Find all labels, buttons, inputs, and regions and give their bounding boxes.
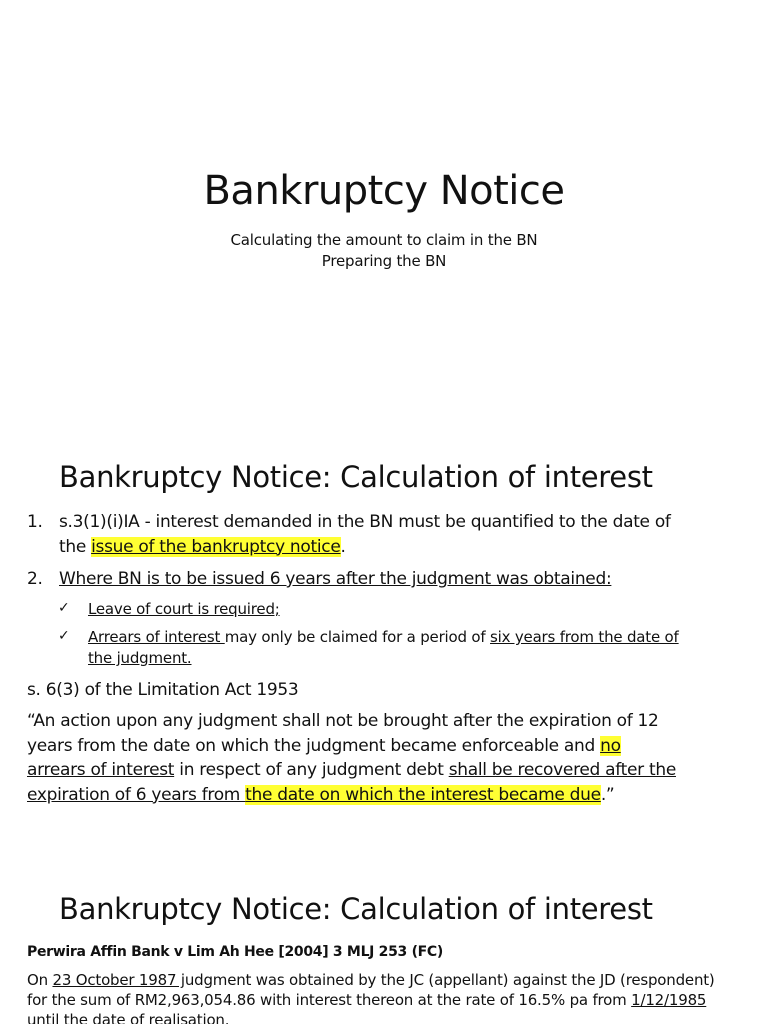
slide-subtitle-line2: Preparing the BN	[321, 252, 447, 270]
highlighted-phrase: issue of the bankruptcy notice	[91, 536, 341, 557]
item1-text-c: .	[340, 536, 346, 557]
case-line2a: for the sum of RM2,963,054.86 with interest thereon at the rate of 16.5% pa from	[27, 991, 632, 1009]
quote-highlight-no: no	[600, 735, 621, 756]
checkmark-icon: ✓	[58, 628, 70, 644]
list-item-text	[59, 510, 749, 559]
item1-text-a: s.3(1)(i)IA - interest demanded in the BN must be quantified to the date of	[59, 512, 671, 532]
slide-subtitle-line1: Calculating the amount to claim in the BN	[230, 231, 538, 249]
quote-line1: “An action upon any judgment shall not be brought after the expiration of 12	[27, 711, 659, 731]
list-number: 2.	[27, 569, 43, 589]
sub-item-leave-of-court: Leave of court is required;	[88, 600, 280, 618]
case-citation: Perwira Affin Bank v Lim Ah Hee [2004] 3 MLJ 253 (FC)	[27, 944, 444, 960]
statute-reference: s. 6(3) of the Limitation Act 1953	[27, 680, 299, 700]
judgment-phrase: the judgment.	[88, 649, 192, 667]
sub-item-arrears	[88, 627, 718, 669]
case-line1a: On	[27, 971, 53, 989]
quote-arrears: arrears of interest	[27, 760, 175, 780]
quote-expiration: expiration of 6 years from	[27, 784, 246, 805]
case-summary	[27, 970, 743, 1024]
quote-highlight-due: the date on which the interest became due	[245, 784, 601, 805]
checkmark-icon: ✓	[58, 600, 70, 616]
interest-calculation-slide	[0, 432, 768, 864]
quote-line2a: years from the date on which the judgment became enforceable and	[27, 735, 601, 756]
slide-title: Bankruptcy Notice	[203, 168, 565, 214]
case-law-slide	[0, 864, 768, 1024]
six-years-phrase: six years from the date of	[490, 628, 679, 646]
quote-end: .”	[600, 784, 615, 805]
arrears-text: may only be claimed for a period of	[224, 628, 491, 646]
slide-title: Bankruptcy Notice: Calculation of interest	[59, 892, 653, 926]
arrears-phrase: Arrears of interest	[88, 628, 225, 646]
list-number: 1.	[27, 512, 43, 532]
case-line3: until the date of realisation.	[27, 1011, 230, 1024]
list-item-text: Where BN is to be issued 6 years after the judgment was obtained:	[59, 569, 612, 589]
item1-text-b: the	[59, 536, 92, 557]
interest-start-date: 1/12/1985	[631, 991, 707, 1009]
judgment-date: 23 October 1987 j	[52, 971, 185, 989]
quote-recovered: shall be recovered after the	[448, 760, 676, 780]
case-line1c: udgment was obtained by the JC (appellant) against the JD (respondent)	[184, 971, 715, 989]
quote-line3b: in respect of any judgment debt	[174, 760, 449, 780]
statute-quote	[27, 709, 743, 807]
title-slide	[0, 0, 768, 432]
slide-title: Bankruptcy Notice: Calculation of interest	[59, 460, 653, 494]
